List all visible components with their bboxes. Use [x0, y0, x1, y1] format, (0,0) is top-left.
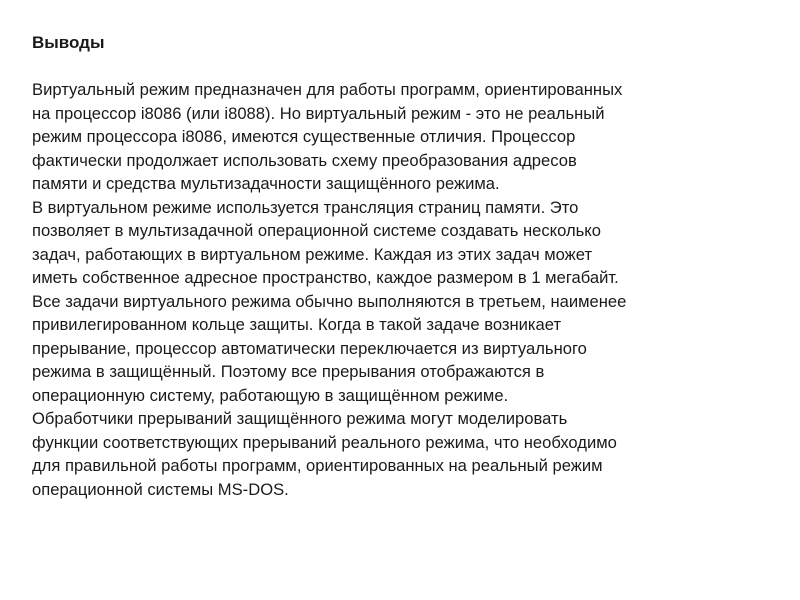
text-line: иметь собственное адресное пространство, каждое размером в 1 мегабайт. [32, 268, 619, 287]
text-line: операционную систему, работающую в защищённом режиме. [32, 385, 509, 405]
text-line: позволяет в мультизадачной операционной системе создавать несколько [32, 221, 601, 240]
slide-body-text [32, 78, 782, 501]
text-line: на процессор i8086 (или i8088). Но виртуальный режим - это не реальный [32, 103, 605, 123]
text-line: режима в защищённый. Поэтому все прерывания отображаются в [32, 362, 545, 381]
text-line: Виртуальный режим предназначен для работы программ, ориентированных [32, 80, 623, 99]
text-line: режим процессора i8086, имеются существенные отличия. Процессор [32, 127, 576, 146]
text-line: для правильной работы программ, ориентированных на реальный режим [32, 456, 603, 475]
text-line: операционной системы MS-DOS. [32, 479, 289, 499]
text-line: В виртуальном режиме используется трансляция страниц памяти. Это [32, 197, 579, 217]
text-line: памяти и средства мультизадачности защищённого режима. [32, 174, 500, 193]
text-line: прерывание, процессор автоматически переключается из виртуального [32, 338, 587, 358]
slide-title: Выводы [32, 33, 105, 52]
text-line: фактически продолжает использовать схему преобразования адресов [32, 150, 577, 170]
text-line: привилегированном кольце защиты. Когда в такой задаче возникает [32, 315, 562, 334]
text-line: задач, работающих в виртуальном режиме. Каждая из этих задач может [32, 244, 593, 264]
text-line: Обработчики прерываний защищённого режима могут моделировать [32, 409, 568, 428]
text-line: функции соответствующих прерываний реального режима, что необходимо [32, 432, 617, 452]
text-line: Все задачи виртуального режима обычно выполняются в третьем, наименее [32, 291, 627, 311]
